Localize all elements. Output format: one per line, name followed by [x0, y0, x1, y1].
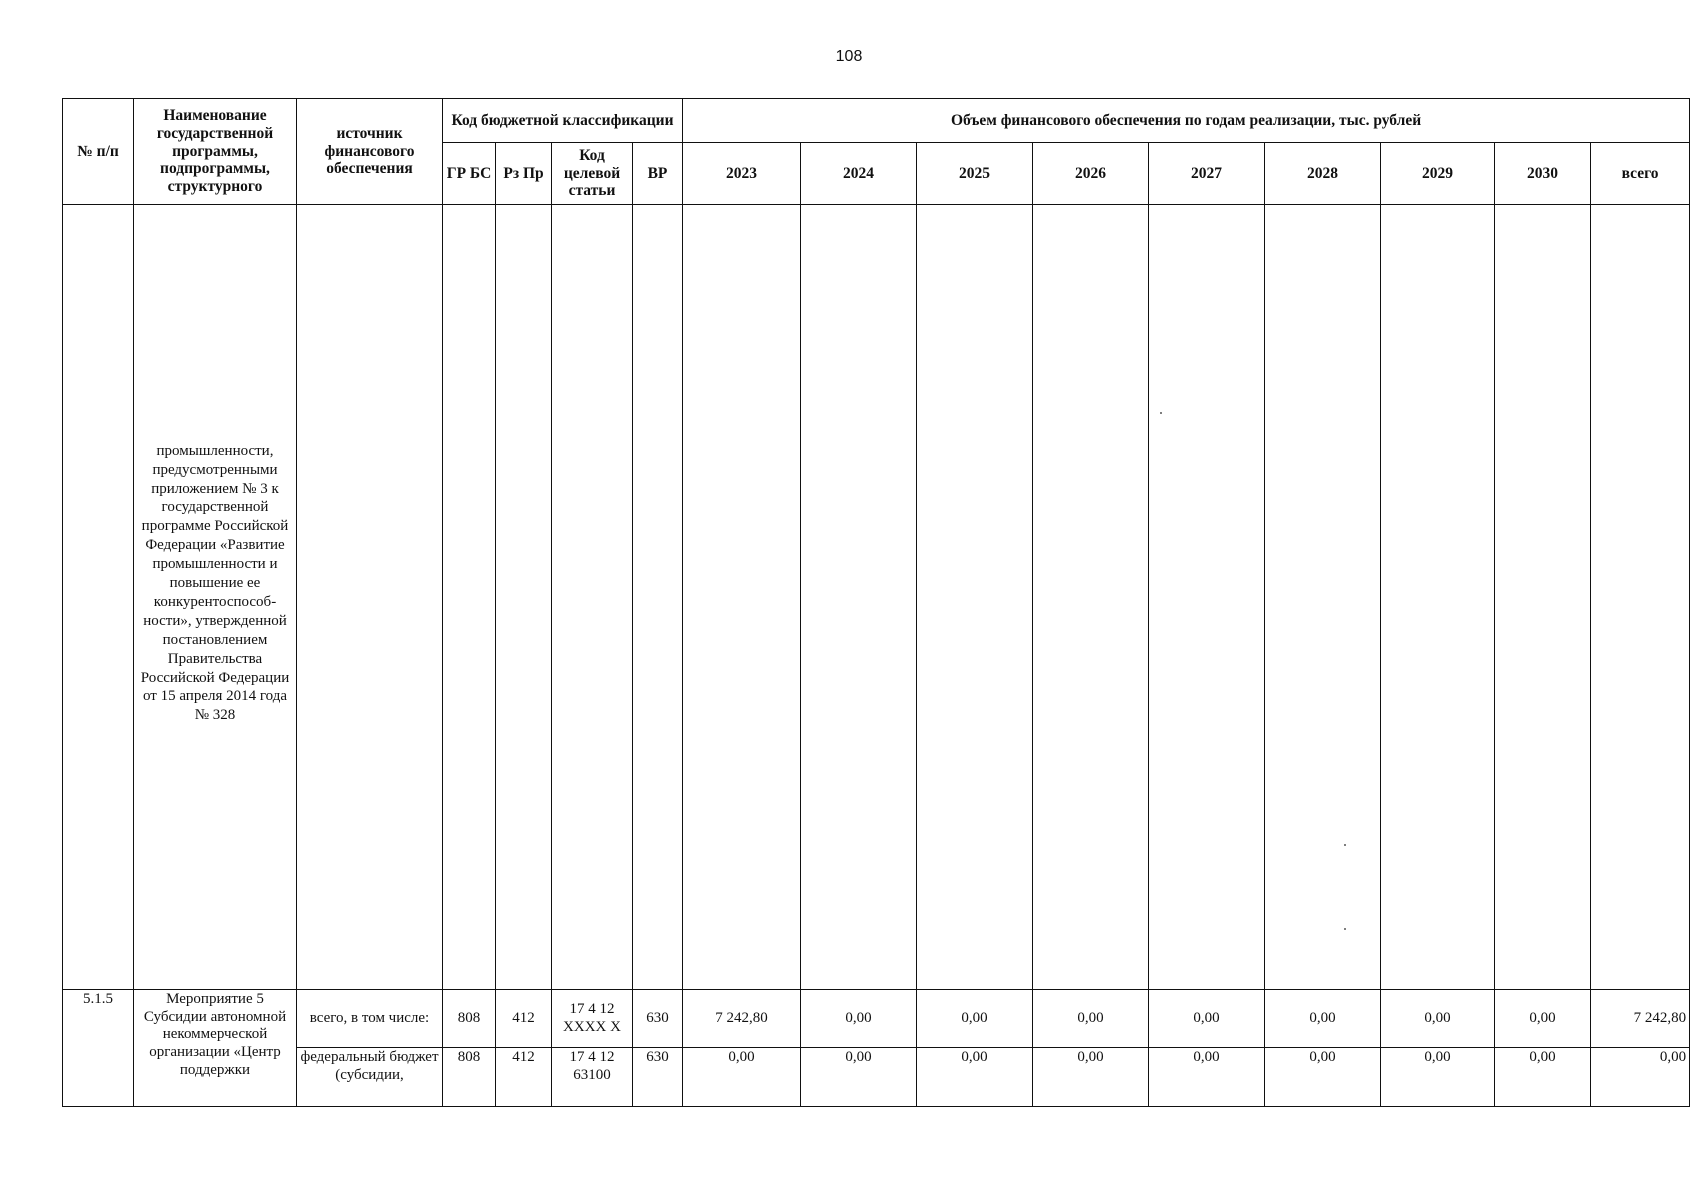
value-cell: 0,00	[1149, 990, 1265, 1048]
table-row	[63, 990, 1690, 1048]
value-cell: 0,00	[801, 990, 917, 1048]
header-year: 2027	[1149, 143, 1265, 205]
continuation-row	[63, 205, 1690, 990]
header-budget-code: Код бюджетной классификации	[443, 99, 683, 143]
rzpr-cell: 412	[496, 990, 552, 1048]
header-vr: ВР	[633, 143, 683, 205]
header-year: 2026	[1033, 143, 1149, 205]
empty-cell	[1495, 205, 1591, 990]
target-code-cell: 17 4 12 63100	[552, 1048, 633, 1107]
value-cell: 0,00	[1381, 990, 1495, 1048]
measure-name: Мероприятие 5 Субсидии автономной некоммерческой организации «Центр поддержки	[134, 990, 297, 1107]
vr-cell: 630	[633, 1048, 683, 1107]
measure-number: 5.1.5	[63, 990, 134, 1107]
total-cell: 7 242,80	[1591, 990, 1690, 1048]
value-cell: 0,00	[1149, 1048, 1265, 1107]
budget-table	[62, 98, 1690, 1107]
value-cell: 0,00	[1033, 990, 1149, 1048]
empty-cell	[917, 205, 1033, 990]
header-number: № п/п	[63, 99, 134, 205]
page-number: 108	[835, 48, 863, 65]
empty-cell	[63, 205, 134, 990]
total-cell: 0,00	[1591, 1048, 1690, 1107]
value-cell: 0,00	[1495, 990, 1591, 1048]
empty-cell	[683, 205, 801, 990]
header-volume: Объем финансового обеспечения по годам реализации, тыс. рублей	[683, 99, 1690, 143]
header-year: 2028	[1265, 143, 1381, 205]
grbs-cell: 808	[443, 1048, 496, 1107]
header-year: 2023	[683, 143, 801, 205]
value-cell: 0,00	[801, 1048, 917, 1107]
value-cell: 7 242,80	[683, 990, 801, 1048]
continuation-text: промышленности, предусмотренными приложением № 3 к государственной программе Российской Федерации «Развитие промышленности и повышение ее конкурентоспособ-ности», утвержденной постановлением Правительства Российской Федерации от 15 апреля 2014 года № 328	[134, 205, 297, 990]
value-cell: 0,00	[683, 1048, 801, 1107]
header-year: 2024	[801, 143, 917, 205]
grbs-cell: 808	[443, 990, 496, 1048]
empty-cell	[1591, 205, 1690, 990]
empty-cell	[1381, 205, 1495, 990]
value-cell: 0,00	[917, 1048, 1033, 1107]
value-cell: 0,00	[1265, 1048, 1381, 1107]
empty-cell	[1265, 205, 1381, 990]
empty-cell	[1149, 205, 1265, 990]
header-year: 2025	[917, 143, 1033, 205]
header-total: всего	[1591, 143, 1690, 205]
value-cell: 0,00	[1381, 1048, 1495, 1107]
empty-cell	[496, 205, 552, 990]
value-cell: 0,00	[917, 990, 1033, 1048]
source-cell: федеральный бюджет (субсидии,	[297, 1048, 443, 1107]
rzpr-cell: 412	[496, 1048, 552, 1107]
header-rzpr: Рз Пр	[496, 143, 552, 205]
value-cell: 0,00	[1495, 1048, 1591, 1107]
header-year: 2029	[1381, 143, 1495, 205]
source-cell: всего, в том числе:	[297, 990, 443, 1048]
vr-cell: 630	[633, 990, 683, 1048]
header-target-code: Код целевой статьи	[552, 143, 633, 205]
empty-cell	[297, 205, 443, 990]
header-source: источник финансового обеспечения	[297, 99, 443, 205]
header-name: Наименование государственной программы, подпрограммы, структурного	[134, 99, 297, 205]
target-code-cell: 17 4 12 XXXX X	[552, 990, 633, 1048]
empty-cell	[552, 205, 633, 990]
empty-cell	[633, 205, 683, 990]
value-cell: 0,00	[1265, 990, 1381, 1048]
value-cell: 0,00	[1033, 1048, 1149, 1107]
header-grbs: ГР БС	[443, 143, 496, 205]
header-year: 2030	[1495, 143, 1591, 205]
empty-cell	[443, 205, 496, 990]
empty-cell	[1033, 205, 1149, 990]
empty-cell	[801, 205, 917, 990]
table-row	[63, 1048, 1690, 1107]
header-row-1	[63, 99, 1690, 143]
